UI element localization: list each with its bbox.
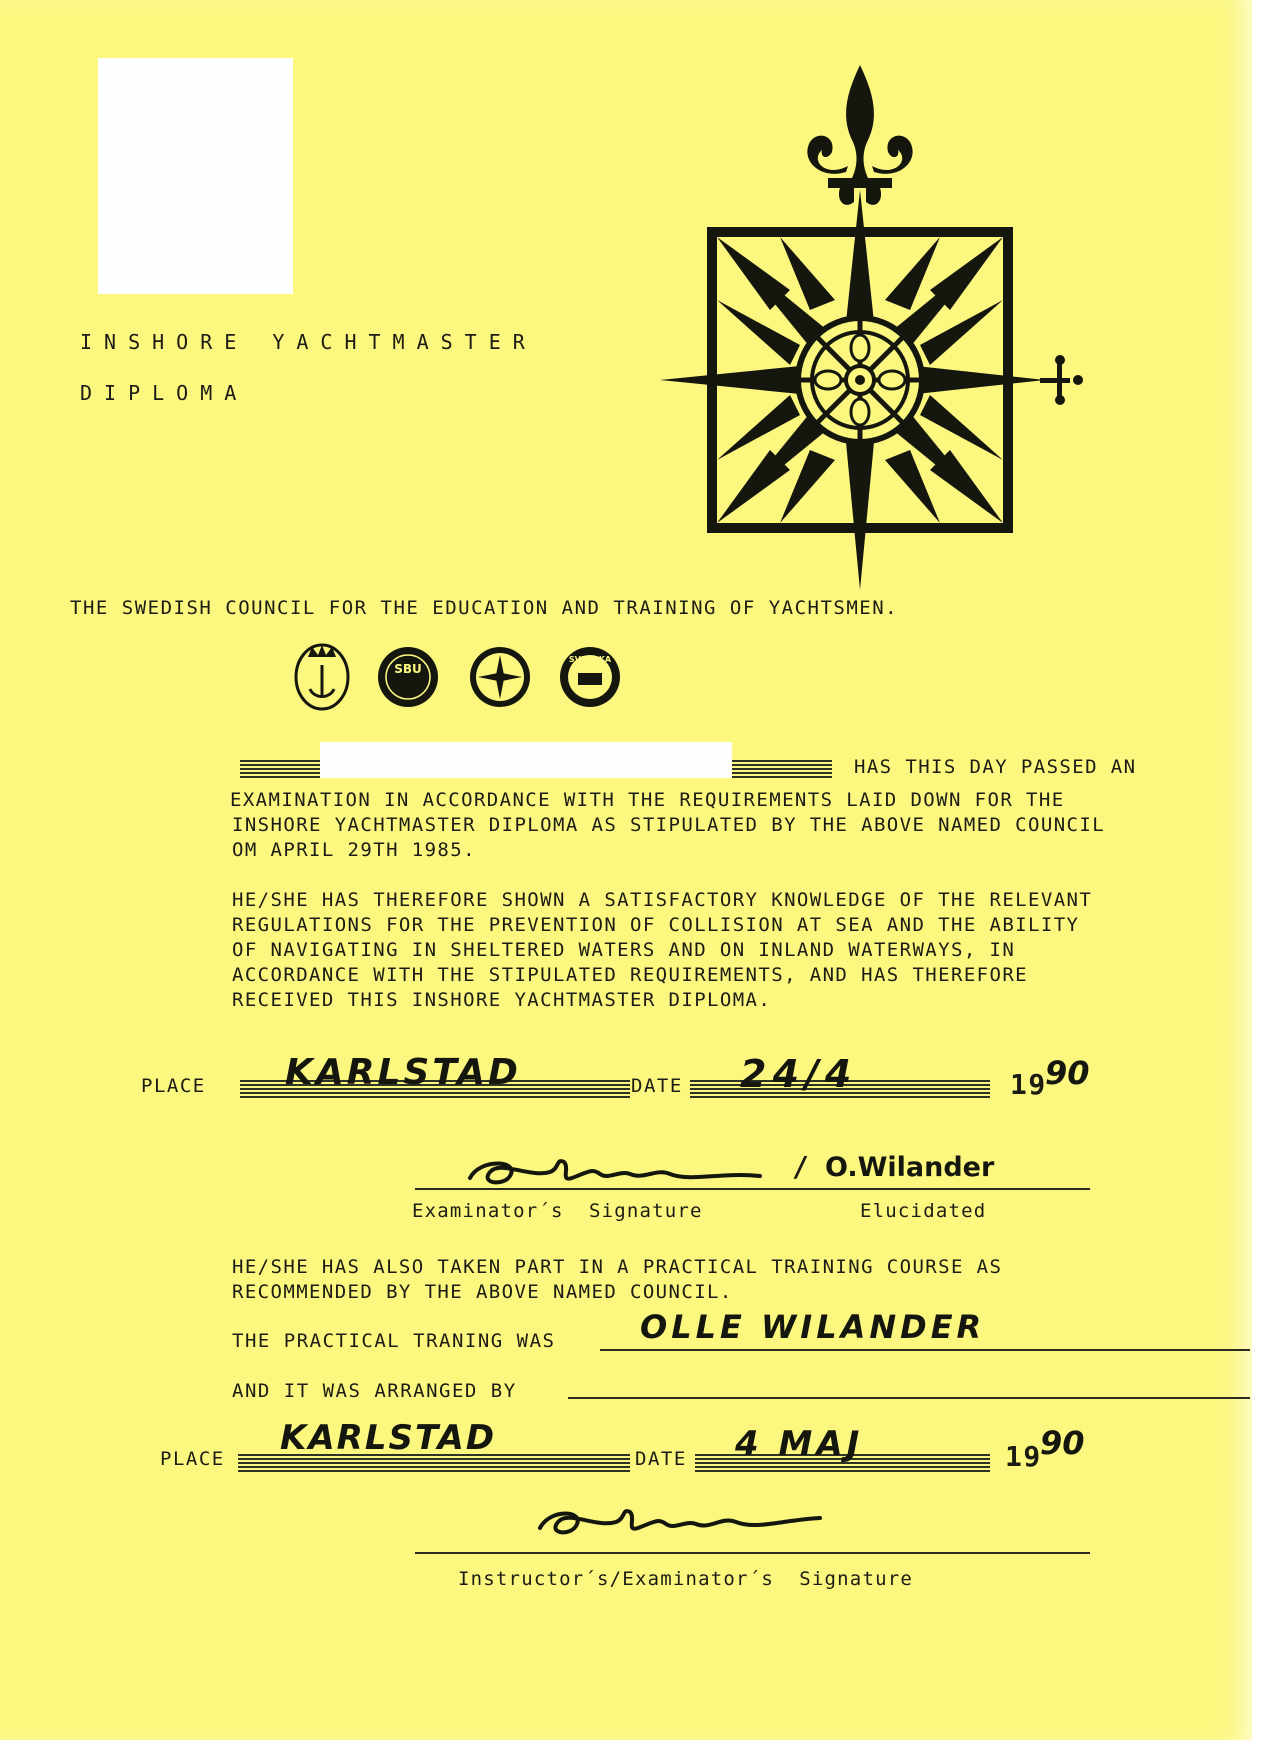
training-value: OLLE WILANDER xyxy=(640,1308,986,1346)
para2-line3: OF NAVIGATING IN SHELTERED WATERS AND ON INLAND WATERWAYS, IN xyxy=(232,939,1016,961)
examinator-signature-line xyxy=(415,1188,1090,1190)
para1-line1: HAS THIS DAY PASSED AN xyxy=(854,756,1137,778)
compass-seal-icon xyxy=(470,647,530,707)
compass-rose-emblem-icon xyxy=(660,60,1120,600)
svg-text:SBU: SBU xyxy=(394,662,422,676)
examinator-signature xyxy=(460,1148,780,1198)
exam-year-suffix: 90 xyxy=(1045,1054,1090,1092)
para1-line3: INSHORE YACHTMASTER DIPLOMA AS STIPULATED BY THE ABOVE NAMED COUNCIL xyxy=(232,814,1106,836)
exam-year-prefix: 19 xyxy=(1010,1068,1047,1101)
para1-line4: OM APRIL 29TH 1985. xyxy=(232,839,476,861)
examinator-name-elucidated: O.Wilander xyxy=(825,1152,995,1183)
exam-date-value: 24/4 xyxy=(740,1052,858,1096)
practical-date-label: DATE xyxy=(635,1448,687,1470)
para2-line2: REGULATIONS FOR THE PREVENTION OF COLLISION AT SEA AND THE ABILITY xyxy=(232,914,1080,936)
practical-year-suffix: 90 xyxy=(1040,1424,1085,1462)
practical-place-label: PLACE xyxy=(160,1448,225,1470)
para2-line4: ACCORDANCE WITH THE STIPULATED REQUIREMENTS, AND HAS THEREFORE xyxy=(232,964,1029,986)
exam-slash: / xyxy=(792,1150,811,1183)
practical-place-value: KARLSTAD xyxy=(280,1418,497,1458)
exam-date-label: DATE xyxy=(631,1075,683,1097)
council-seals xyxy=(290,635,630,715)
diploma-title-line2: DIPLOMA xyxy=(80,381,249,405)
para2-line1: HE/SHE HAS THEREFORE SHOWN A SATISFACTORY KNOWLEDGE OF THE RELEVANT xyxy=(232,889,1093,911)
practical-line1: HE/SHE HAS ALSO TAKEN PART IN A PRACTICAL TRAINING COURSE AS xyxy=(232,1256,1003,1278)
instructor-signature xyxy=(530,1498,830,1548)
diploma-title-line1: INSHORE YACHTMASTER xyxy=(80,330,537,354)
training-label: THE PRACTICAL TRANING WAS xyxy=(232,1330,556,1352)
practical-year-prefix: 19 xyxy=(1005,1440,1042,1473)
training-line xyxy=(600,1349,1250,1351)
para1-line2: EXAMINATION IN ACCORDANCE WITH THE REQUIREMENTS LAID DOWN FOR THE xyxy=(230,789,1065,811)
instructor-signature-line xyxy=(415,1552,1090,1554)
exam-place-label: PLACE xyxy=(141,1075,206,1097)
council-name: THE SWEDISH COUNCIL FOR THE EDUCATION AND TRAINING OF YACHTSMEN. xyxy=(70,597,899,619)
name-redacted xyxy=(320,742,732,778)
photo-redacted xyxy=(98,58,293,294)
svenska-seal-icon xyxy=(560,647,620,707)
para2-line5: RECEIVED THIS INSHORE YACHTMASTER DIPLOMA. xyxy=(232,989,772,1011)
practical-line2: RECOMMENDED BY THE ABOVE NAMED COUNCIL. xyxy=(232,1281,733,1303)
elucidated-caption: Elucidated xyxy=(860,1200,987,1222)
practical-date-value: 4 MAJ xyxy=(735,1424,864,1464)
instructor-signature-caption: Instructor´s/Examinator´s Signature xyxy=(458,1568,914,1590)
exam-place-value: KARLSTAD xyxy=(285,1052,521,1093)
sbu-seal-icon xyxy=(378,647,438,707)
arranged-label: AND IT WAS ARRANGED BY xyxy=(232,1380,517,1402)
svg-text:SVENSKA: SVENSKA xyxy=(568,655,612,664)
examinator-signature-caption: Examinator´s Signature xyxy=(412,1200,703,1222)
crown-anchor-seal-icon xyxy=(296,645,348,709)
arranged-line xyxy=(568,1397,1250,1399)
